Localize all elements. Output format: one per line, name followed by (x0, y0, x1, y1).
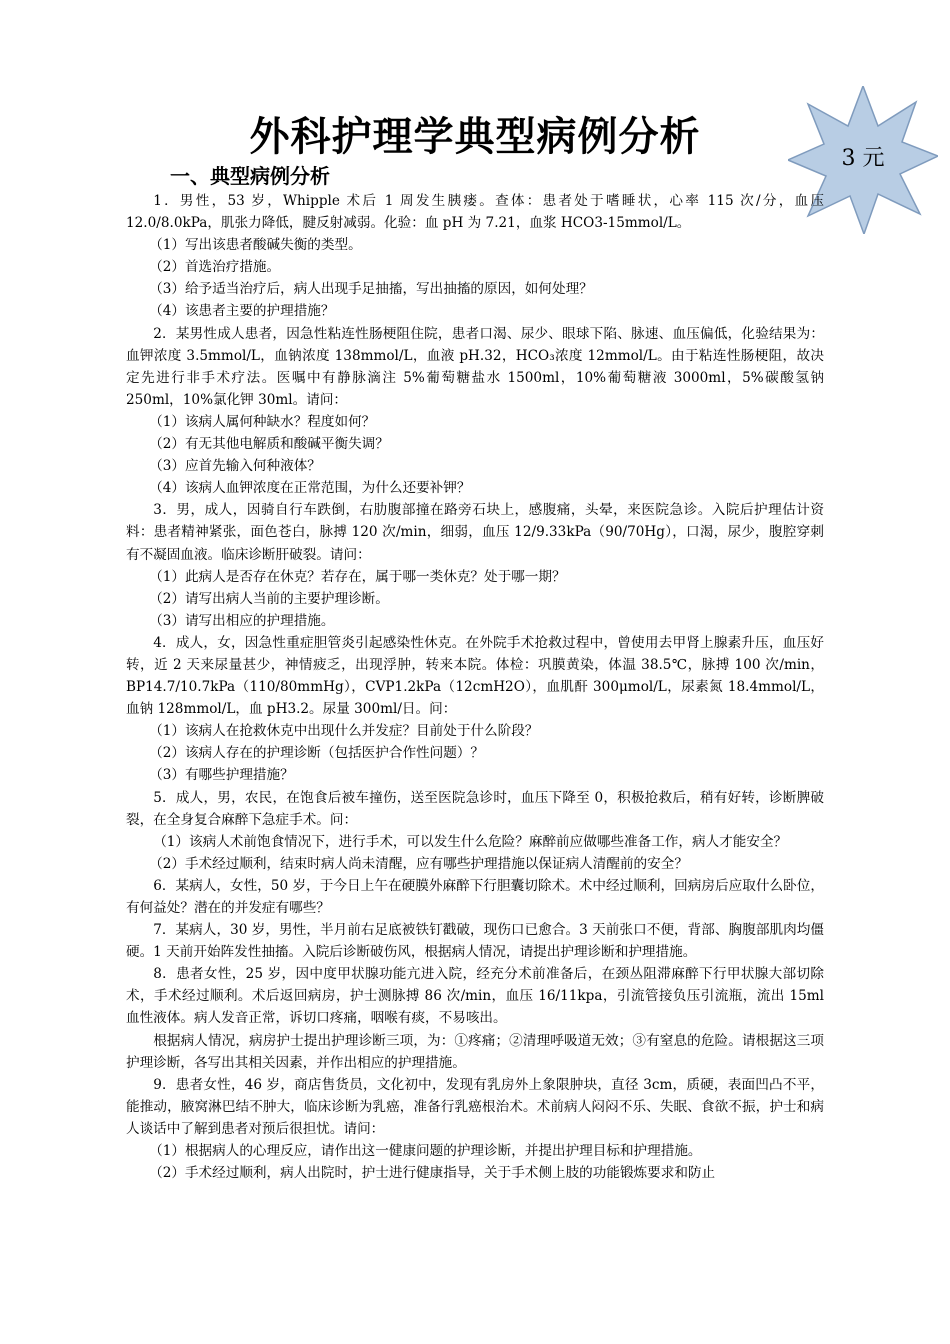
case-9-text: 9．患者女性，46 岁，商店售货员，文化初中，发现有乳房外上象限肿块，直径 3cm，质硬，表面凹凸不平，能推动，腋窝淋巴结不肿大，临床诊断为乳癌，准备行乳癌根治术。术前病人闷闷不乐、失眠、食欲不振，护士和病人谈话中了解到患者对预后很担忧。请问： (126, 1076, 824, 1137)
case-9-question: （1）根据病人的心理反应，请作出这一健康问题的护理诊断，并提出护理目标和护理措施。 (149, 1143, 702, 1160)
document-title: 外科护理学典型病例分析 (249, 114, 701, 160)
case-5-question: （1）该病人术前饱食情况下，进行手术，可以发生什么危险？麻醉前应做哪些准备工作，病人才能安全？ (153, 833, 788, 850)
case-list (126, 190, 824, 1184)
case-8-text: 8．患者女性，25 岁，因中度甲状腺功能亢进入院，经充分术前准备后，在颈丛阻滞麻醉下行甲状腺大部切除术，手术经过顺利。术后返回病房，护士测脉搏 86 次/min，血压 16/11kpa，引流管接负压引流瓶，流出 15ml 血性液体。病人发音正常，诉切口疼痛，咽喉有痰，不易咳出。 (126, 966, 824, 1027)
case-3-question: （1）此病人是否存在休克？若存在，属于哪一类休克？处于哪一期？ (149, 568, 566, 585)
case-6-text: 6．某病人，女性，50 岁，于今日上午在硬膜外麻醉下行胆囊切除术。术中经过顺利，回病房后应取什么卧位，有何益处？潜在的并发症有哪些？ (126, 877, 824, 916)
case-3-question: （2）请写出病人当前的主要护理诊断。 (149, 590, 389, 607)
case-3-question: （3）请写出相应的护理措施。 (149, 612, 335, 629)
case-4-text: 4．成人，女，因急性重症胆管炎引起感染性休克。在外院手术抢救过程中，曾使用去甲肾上腺素升压，血压好转，近 2 天来尿量甚少，神情疲乏，出现浮肿，转来本院。体检：巩膜黄染，体温 38.5℃，脉搏 100 次/min，BP14.7/10.7kPa（110/80mmHg），CVP1.2kPa（12cmH2O），血肌酐 300μmol/L，尿素氮 18.4mmol/L，血钠 128mmol/L，血 pH3.2。尿量 300ml/日。问： (126, 634, 824, 718)
case-1-question: （3）给予适当治疗后，病人出现手足抽搐，写出抽搐的原因，如何处理？ (149, 281, 593, 298)
case-2-question: （3）应首先输入何种液体？ (149, 458, 321, 475)
case-8-followup: 根据病人情况，病房护士提出护理诊断三项，为：①疼痛；②清理呼吸道无效；③有窒息的危险。请根据这三项护理诊断，各写出其相关因素，并作出相应的护理措施。 (126, 1032, 824, 1071)
case-4-question: （2）该病人存在的护理诊断（包括医护合作性问题）？ (149, 745, 485, 762)
case-1-text: 1．男性，53 岁，Whipple 术后 1 周发生胰瘘。查体：患者处于嗜睡状，心率 115 次/分，血压 12.0/8.0kPa，肌张力降低，腱反射减弱。化验：血 pH 为 7.21，血浆 HCO3-15mmol/L。 (126, 193, 824, 232)
case-4-question: （3）有哪些护理措施？ (149, 767, 294, 784)
case-5-text: 5．成人，男，农民，在饱食后被车撞伤，送至医院急诊时，血压下降至 0，积极抢救后，稍有好转，诊断脾破裂，在全身复合麻醉下急症手术。问： (126, 789, 824, 828)
case-1-question: （2）首选治疗措施。 (149, 259, 281, 276)
case-1-question: （4）该患者主要的护理措施？ (149, 303, 335, 320)
case-2-question: （1）该病人属何种缺水？程度如何？ (149, 413, 376, 430)
case-2-question: （2）有无其他电解质和酸碱平衡失调？ (149, 436, 389, 453)
section-heading: 一、典型病例分析 (170, 164, 330, 188)
case-2-text: 2．某男性成人患者，因急性粘连性肠梗阻住院，患者口渴、尿少、眼球下陷、脉速、血压偏低，化验结果为：血钾浓度 3.5mmol/L，血钠浓度 138mmol/L，血液 pH.32，HCO₃浓度 12mmol/L。由于粘连性肠梗阻，故决定先进行非手术疗法。医嘱中有静脉滴注 5%葡萄糖盐水 1500ml，10%葡萄糖液 3000ml，5%碳酸氢钠 250ml，10%氯化钾 30ml。请问： (126, 325, 824, 408)
case-4-question: （1）该病人在抢救休克中出现什么并发症？目前处于什么阶段？ (149, 723, 539, 740)
case-1-question: （1）写出该患者酸碱失衡的类型。 (149, 237, 362, 254)
case-2-question: （4）该病人血钾浓度在正常范围，为什么还要补钾？ (149, 480, 471, 497)
case-5-question: （2）手术经过顺利，结束时病人尚未清醒，应有哪些护理措施以保证病人清醒前的安全？ (149, 855, 688, 872)
case-9-question: （2）手术经过顺利，病人出院时，护士进行健康指导，关于手术侧上肢的功能锻炼要求和防止 (149, 1165, 716, 1182)
case-3-text: 3．男，成人，因骑自行车跌倒，右肋腹部撞在路旁石块上，感腹痛，头晕，来医院急诊。入院后护理估计资料：患者精神紧张，面色苍白，脉搏 120 次/min，细弱，血压 12/9.33kPa（90/70Hg），口渴，尿少，腹腔穿刺有不凝固血液。临床诊断肝破裂。请问： (126, 502, 824, 563)
case-7-text: 7．某病人，30 岁，男性，半月前右足底被铁钉戳破，现伤口已愈合。3 天前张口不便，背部、胸腹部肌肉均僵硬。1 天前开始阵发性抽搐。入院后诊断破伤风，根据病人情况，请提出护理诊断和护理措施。 (126, 922, 824, 961)
price-label: 3 元 (841, 146, 885, 171)
